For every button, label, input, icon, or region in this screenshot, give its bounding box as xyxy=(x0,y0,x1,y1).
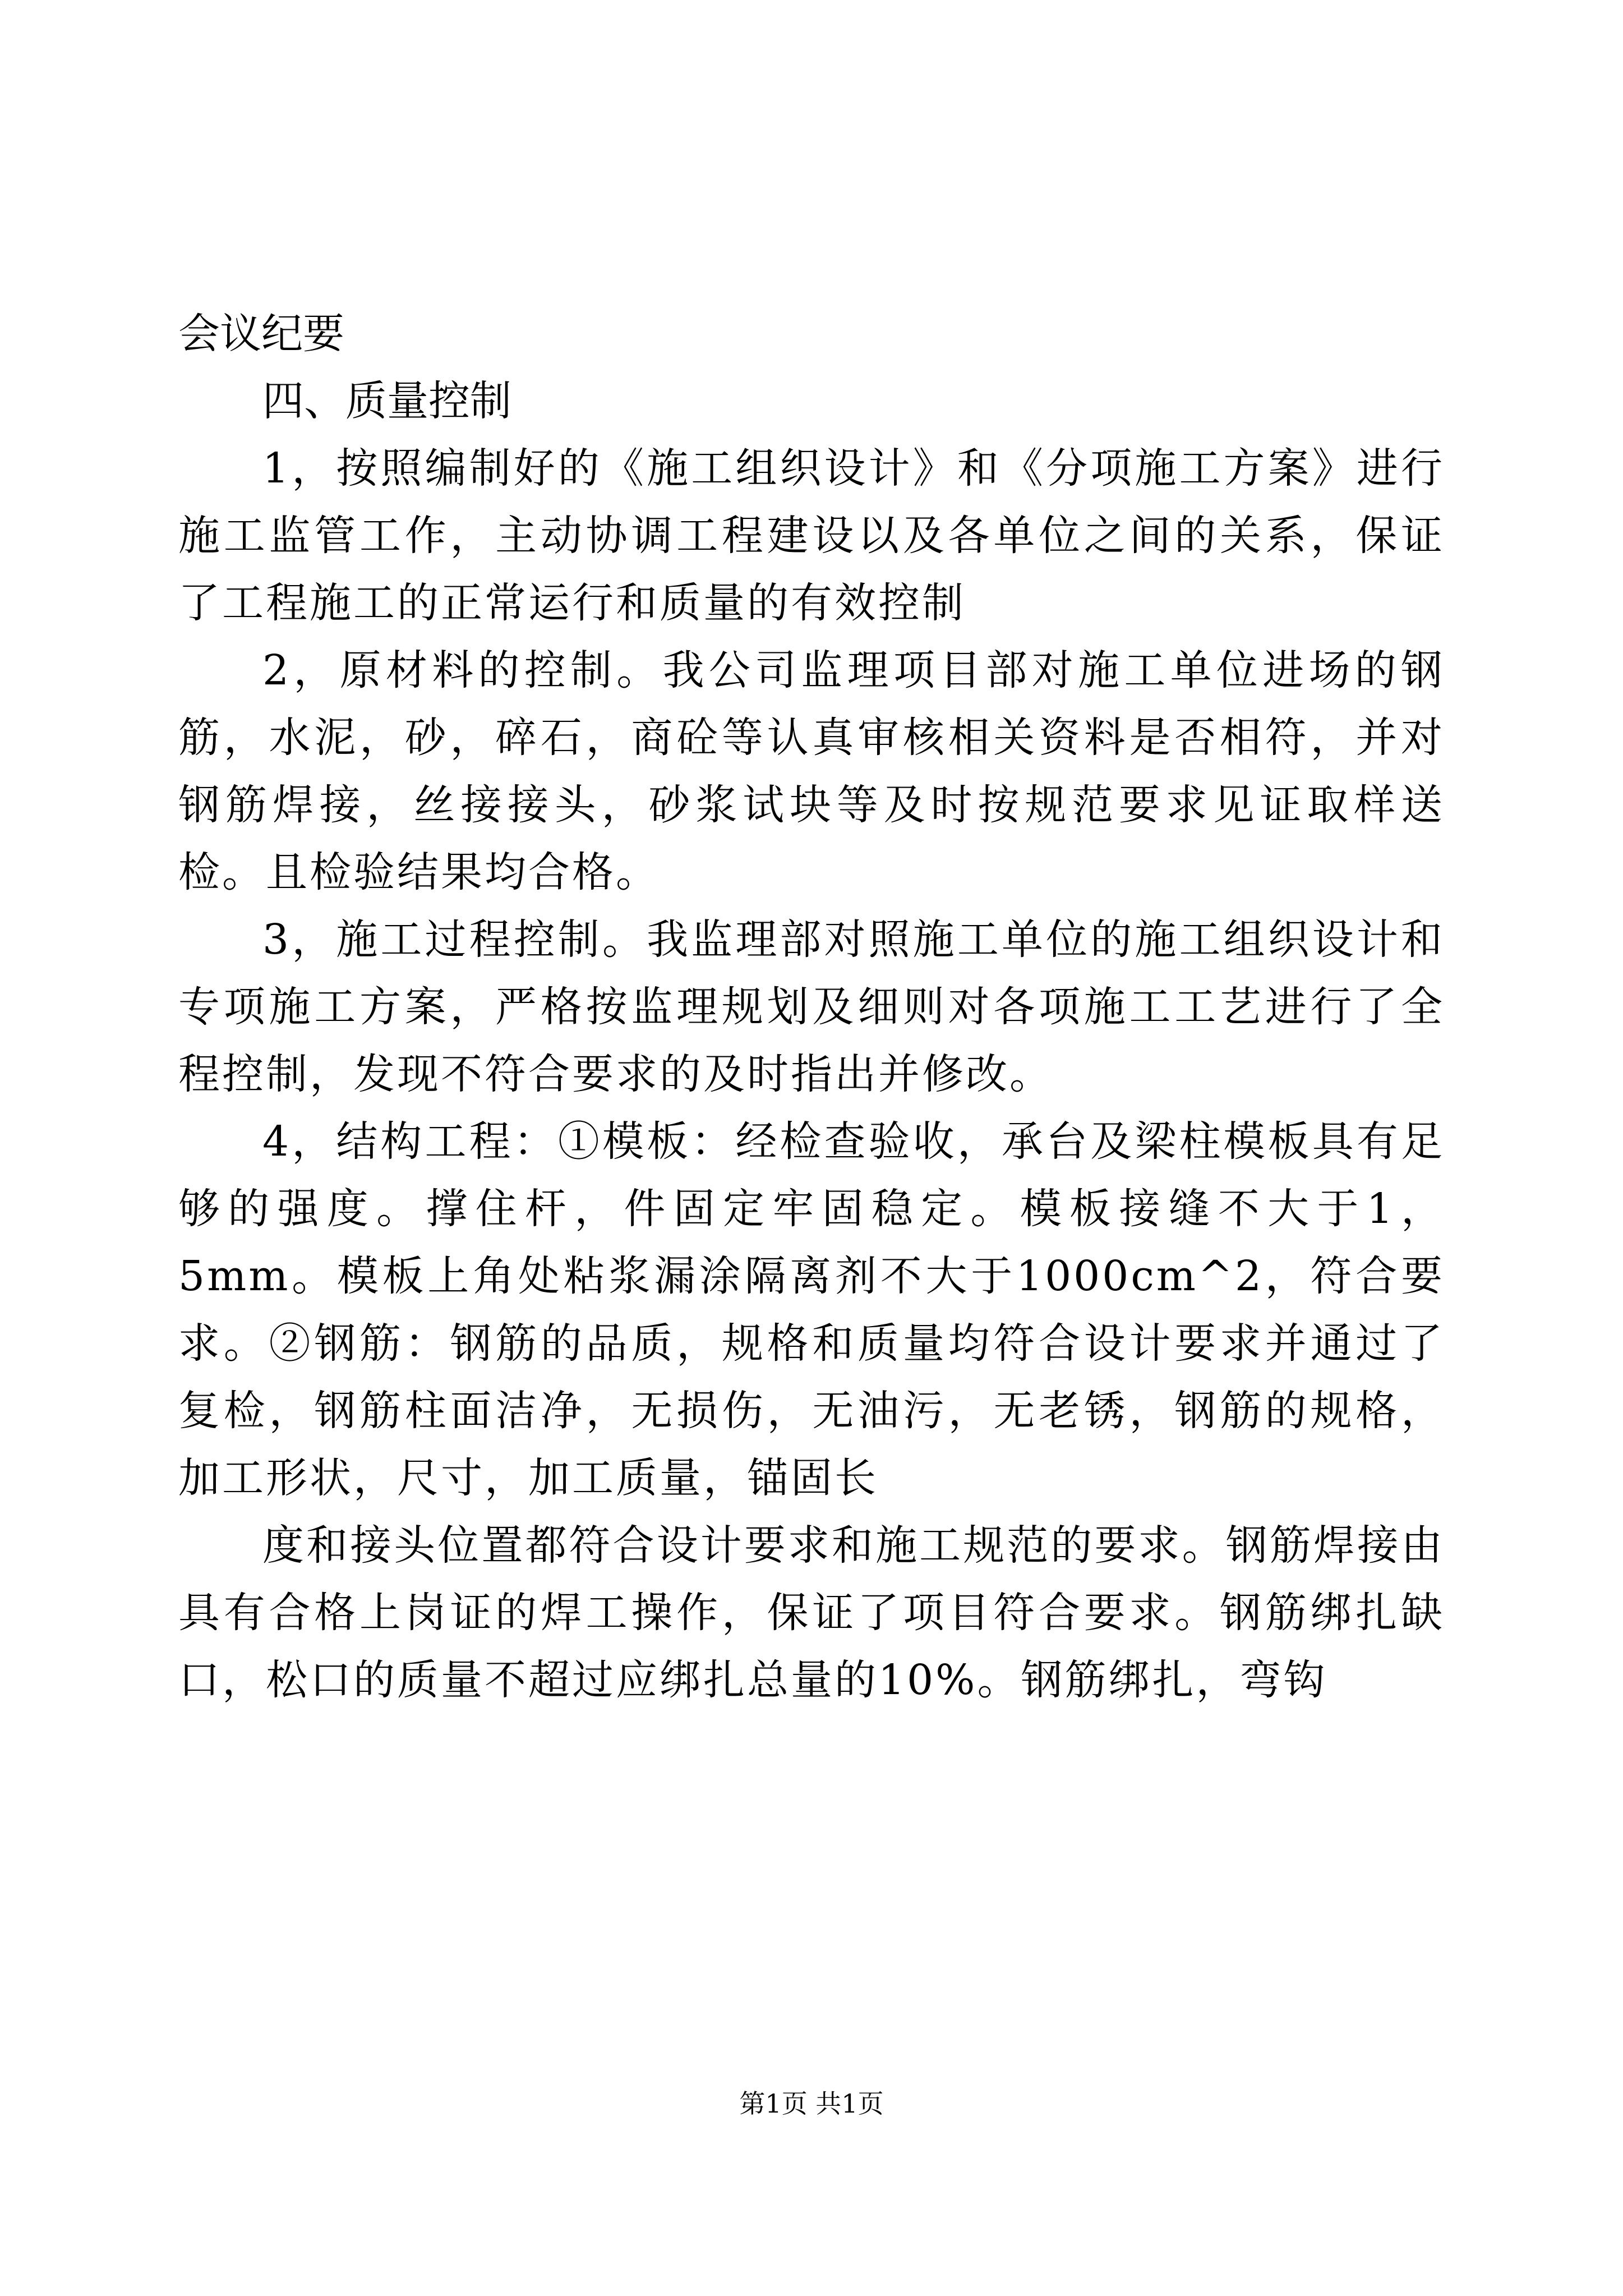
paragraph-5: 度和接头位置都符合设计要求和施工规范的要求。钢筋焊接由具有合格上岗证的焊工操作，保证了项目符合要求。钢筋绑扎缺口，松口的质量不超过应绑扎总量的10%。钢筋绑扎，弯钩 xyxy=(178,1521,1445,1704)
paragraph-4: 4，结构工程：①模板：经检查验收，承台及梁柱模板具有足够的强度。撑住杆，件固定牢固稳定。模板接缝不大于1，5mm。模板上角处粘浆漏涂隔离剂不大于1000cm^2，符合要求。②钢筋：钢筋的品质，规格和质量均符合设计要求并通过了复检，钢筋柱面洁净，无损伤，无油污，无老锈，钢筋的规格，加工形状，尺寸，加工质量，锚固长 xyxy=(178,1117,1445,1502)
paragraph-3: 3，施工过程控制。我监理部对照施工单位的施工组织设计和专项施工方案，严格按监理规划及细则对各项施工工艺进行了全程控制，发现不符合要求的及时指出并修改。 xyxy=(178,915,1445,1098)
section-heading: 四、质量控制 xyxy=(262,377,511,425)
page-footer: 第1页 共1页 xyxy=(739,2088,884,2119)
document-title: 会议纪要 xyxy=(178,310,344,358)
document-body xyxy=(178,300,1445,1714)
paragraph-2: 2，原材料的控制。我公司监理项目部对施工单位进场的钢筋，水泥，砂，碎石，商砼等认真审核相关资料是否相符，并对钢筋焊接，丝接接头，砂浆试块等及时按规范要求见证取样送检。且检验结果均合格。 xyxy=(178,646,1445,896)
paragraph-1: 1，按照编制好的《施工组织设计》和《分项施工方案》进行施工监管工作，主动协调工程建设以及各单位之间的关系，保证了工程施工的正常运行和质量的有效控制 xyxy=(178,444,1445,627)
